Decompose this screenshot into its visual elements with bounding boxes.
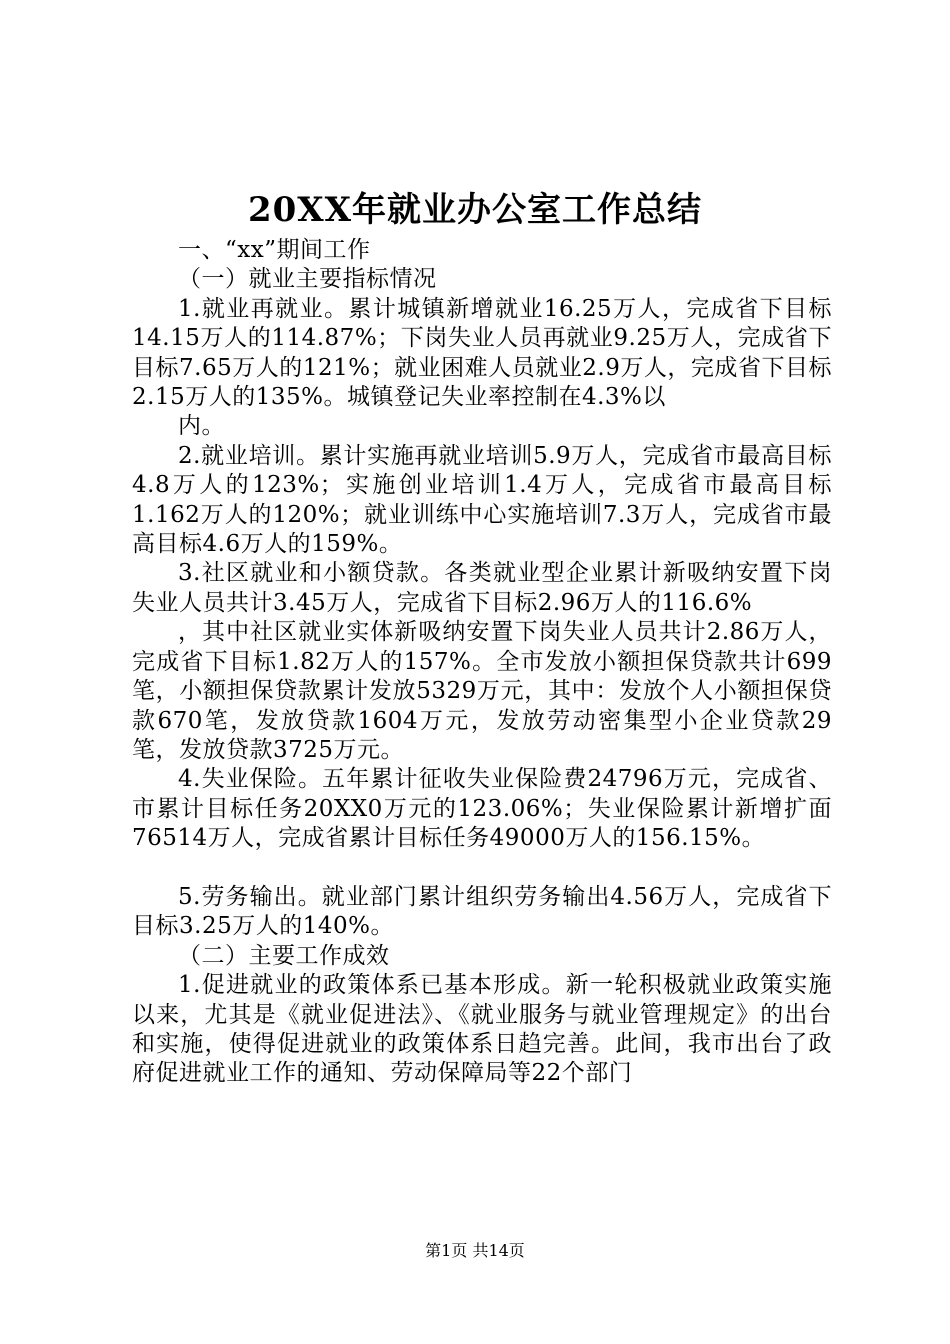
paragraph-continuation: 内。 [178, 413, 225, 440]
section-heading: 一、“xx”期间工作 [178, 237, 371, 263]
paragraph-community-loans: 3.社区就业和小额贷款。各类就业型企业累计新吸纳安置下岗失业人员共计3.45万人，完成省下目标2.96万人的116.6% [132, 560, 832, 616]
paragraph-training: 2.就业培训。累计实施再就业培训5.9万人，完成省市最高目标4.8万人的123%；实施创业培训1.4万人，完成省市最高目标1.162万人的120%；就业训练中心实施培训7.3万人，完成省市最高目标4.6万人的159%。 [132, 442, 832, 558]
paragraph-community-loans-continued: ，其中社区就业实体新吸纳安置下岗失业人员共计2.86万人，完成省下目标1.82万人的157%。全市发放小额担保贷款共计699笔，小额担保贷款累计发放5329万元，其中：发放个人小额担保贷款670笔，发放贷款1604万元，发放劳动密集型小企业贷款29笔，发放贷款3725万元。 [132, 619, 832, 763]
document-body [132, 236, 832, 1089]
subsection-heading: （一）就业主要指标情况 [178, 266, 437, 293]
page-footer: 第1页 共14页 [425, 1241, 525, 1260]
subsection-heading-results: （二）主要工作成效 [178, 942, 390, 969]
paragraph-labor-export: 5.劳务输出。就业部门累计组织劳务输出4.56万人，完成省下目标3.25万人的140%。 [132, 883, 832, 940]
document-title: 20XX年就业办公室工作总结 [247, 190, 703, 230]
paragraph-policy-system: 1.促进就业的政策体系已基本形成。新一轮积极就业政策实施以来，尤其是《就业促进法》、《就业服务与就业管理规定》的出台和实施，使得促进就业的政策体系日趋完善。此间，我市出台了政府促进就业工作的通知、劳动保障局等22个部门 [132, 972, 832, 1087]
paragraph-employment: 1.就业再就业。累计城镇新增就业16.25万人，完成省下目标14.15万人的114.87%；下岗失业人员再就业9.25万人，完成省下目标7.65万人的121%；就业困难人员就业2.9万人，完成省下目标2.15万人的135%。城镇登记失业率控制在4.3%以 [132, 295, 832, 411]
paragraph-unemployment-insurance: 4.失业保险。五年累计征收失业保险费24796万元，完成省、市累计目标任务20XX0万元的123.06%；失业保险累计新增扩面76514万人，完成省累计目标任务49000万人的156.15%。 [132, 766, 832, 852]
